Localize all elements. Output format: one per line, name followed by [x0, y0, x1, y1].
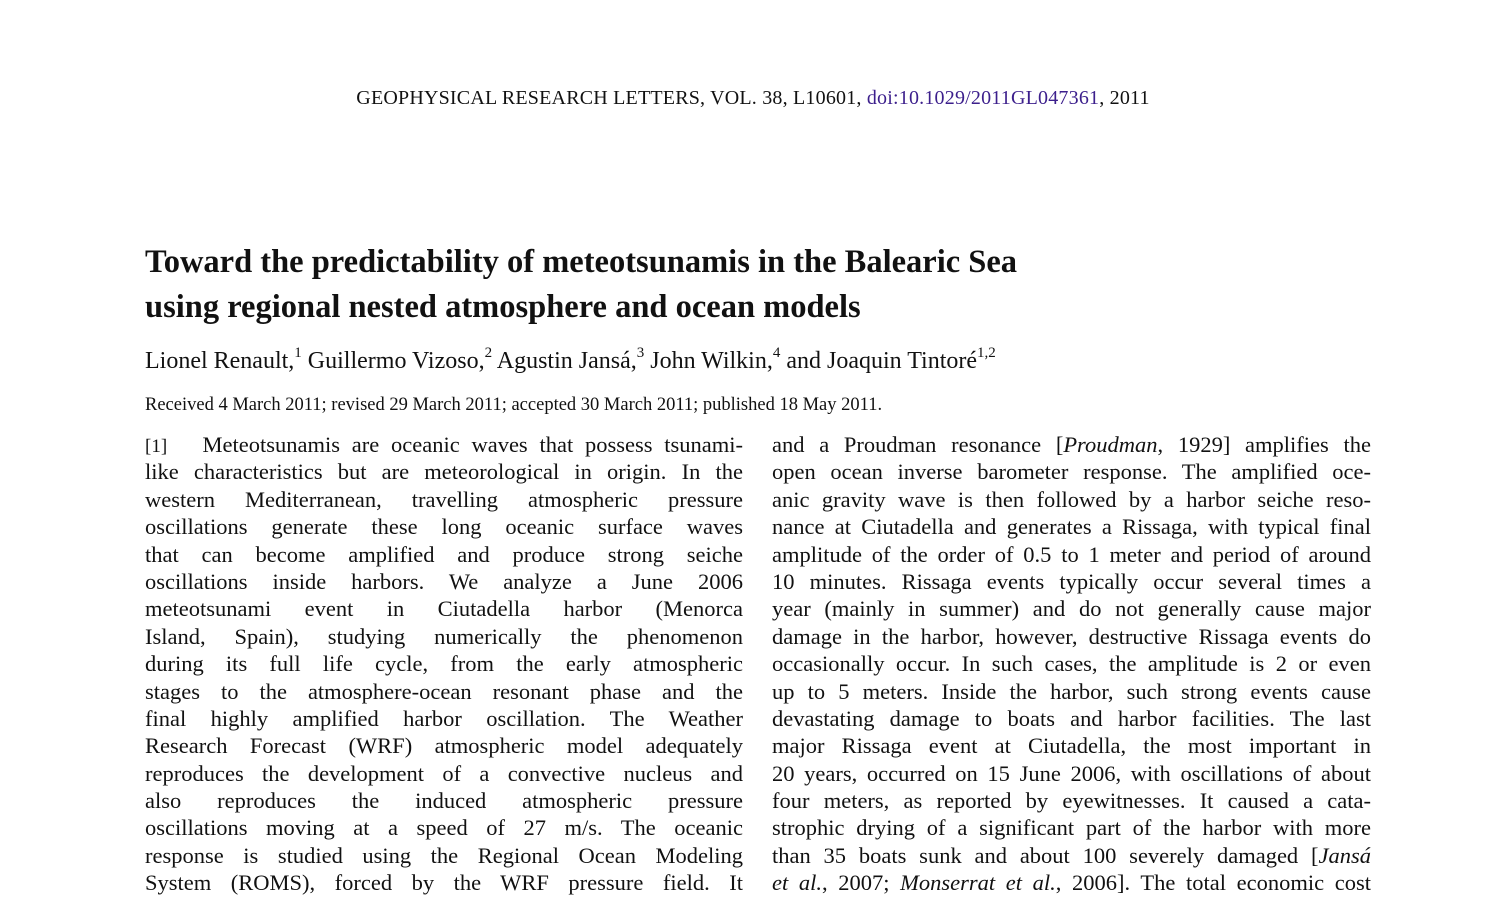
text-line: strophic drying of a significant part of the harbor with more — [772, 815, 1371, 841]
paragraph-number: [1] — [145, 436, 168, 457]
text-line: also reproduces the induced atmospheric pressure — [145, 788, 743, 814]
text-line: final highly amplified harbor oscillation. The Weather — [145, 705, 743, 731]
text-line: Island, Spain), studying numerically the phenomenon — [145, 623, 743, 649]
author-name: John Wilkin, — [650, 348, 773, 374]
title-line-2: using regional nested atmosphere and ocean models — [145, 289, 861, 325]
text-line — [772, 842, 1371, 869]
author-affiliation: 1,2 — [977, 345, 996, 361]
text-line: oscillations inside harbors. We analyze a June 2006 — [145, 568, 743, 594]
text-line: up to 5 meters. Inside the harbor, such strong events cause — [772, 678, 1371, 704]
body-right-column — [772, 431, 1371, 897]
text-line: oscillations moving at a speed of 27 m/s. The oceanic — [145, 815, 743, 841]
author-name: Lionel Renault, — [145, 348, 295, 374]
text-line: year (mainly in summer) and do not generally cause major — [772, 596, 1371, 622]
text-line: oscillations generate these long oceanic surface waves — [145, 514, 743, 540]
author-name: Agustin Jansá, — [496, 348, 637, 374]
citation-reference: Monserrat et al. — [900, 870, 1056, 896]
title-line-1: Toward the predictability of meteotsunamis in the Balearic Sea — [145, 244, 1018, 280]
journal-citation: GEOPHYSICAL RESEARCH LETTERS, VOL. 38, L10601, — [356, 87, 862, 109]
text-line: nance at Ciutadella and generates a Rissaga, with typical final — [772, 514, 1371, 540]
paper-title — [145, 240, 1295, 330]
journal-header — [0, 85, 1506, 111]
abstract-left-column — [145, 431, 743, 897]
text-line: like characteristics but are meteorological in origin. In the — [145, 459, 743, 485]
text-line: Research Forecast (WRF) atmospheric model adequately — [145, 733, 743, 759]
author-affiliation: 2 — [484, 345, 493, 361]
text-line: anic gravity wave is then followed by a harbor seiche reso- — [772, 486, 1371, 512]
text-line: that can become amplified and produce strong seiche — [145, 541, 743, 567]
text-line: open ocean inverse barometer response. The amplified oce- — [772, 459, 1371, 485]
author-affiliation: 4 — [772, 345, 781, 361]
text-fragment: , 1929] amplifies the — [1157, 432, 1371, 457]
text-line: 10 minutes. Rissaga events typically occur several times a — [772, 568, 1371, 594]
text-line: response is studied using the Regional Ocean Modeling — [145, 842, 743, 868]
author-affiliation: 1 — [294, 345, 302, 361]
author-name: Guillermo Vizoso, — [307, 348, 485, 374]
text-fragment: and a Proudman resonance [ — [772, 432, 1064, 457]
text-line: amplitude of the order of 0.5 to 1 meter and period of around — [772, 541, 1371, 567]
text-line: major Rissaga event at Ciutadella, the most important in — [772, 733, 1371, 759]
text-line: reproduces the development of a convective nucleus and — [145, 760, 743, 786]
doi-link[interactable]: doi:10.1029/2011GL047361 — [866, 87, 1100, 109]
text-line — [772, 431, 1371, 458]
text-line: meteotsunami event in Ciutadella harbor (Menorca — [145, 596, 743, 622]
text-fragment: than 35 boats sunk and about 100 severely damaged [ — [772, 842, 1319, 868]
text-line: occasionally occur. In such cases, the amplitude is 2 or even — [772, 651, 1371, 677]
publication-dates: Received 4 March 2011; revised 29 March 2011; accepted 30 March 2011; published 18 May 2011. — [145, 395, 883, 415]
author-affiliation: 3 — [636, 345, 645, 361]
text-line — [772, 869, 1371, 896]
citation-reference: Proudman — [1063, 432, 1158, 457]
text-line: western Mediterranean, travelling atmospheric pressure — [145, 486, 743, 512]
text-fragment: , 2006]. The total economic cost — [1055, 870, 1371, 896]
text-line: devastating damage to boats and harbor facilities. The last — [772, 705, 1371, 731]
author-list — [145, 343, 996, 382]
text-line — [145, 431, 743, 458]
text-line: 20 years, occurred on 15 June 2006, with oscillations of about — [772, 760, 1371, 786]
text-line: four meters, as reported by eyewitnesses. It caused a cata- — [772, 788, 1371, 814]
text-line: damage in the harbor, however, destructive Rissaga events do — [772, 623, 1371, 649]
citation-reference: Jansá — [1318, 842, 1371, 868]
text-line: during its full life cycle, from the early atmospheric — [145, 651, 743, 677]
text-line: System (ROMS), forced by the WRF pressure field. It — [145, 870, 743, 896]
citation-reference: et al. — [772, 870, 822, 896]
text-fragment: , 2007; — [822, 870, 901, 896]
text-line-content: Meteotsunamis are oceanic waves that possess tsunami- — [202, 432, 743, 457]
journal-year: , 2011 — [1099, 87, 1150, 109]
author-name: and Joaquin Tintoré — [786, 348, 978, 374]
text-line: stages to the atmosphere-ocean resonant phase and the — [145, 678, 743, 704]
